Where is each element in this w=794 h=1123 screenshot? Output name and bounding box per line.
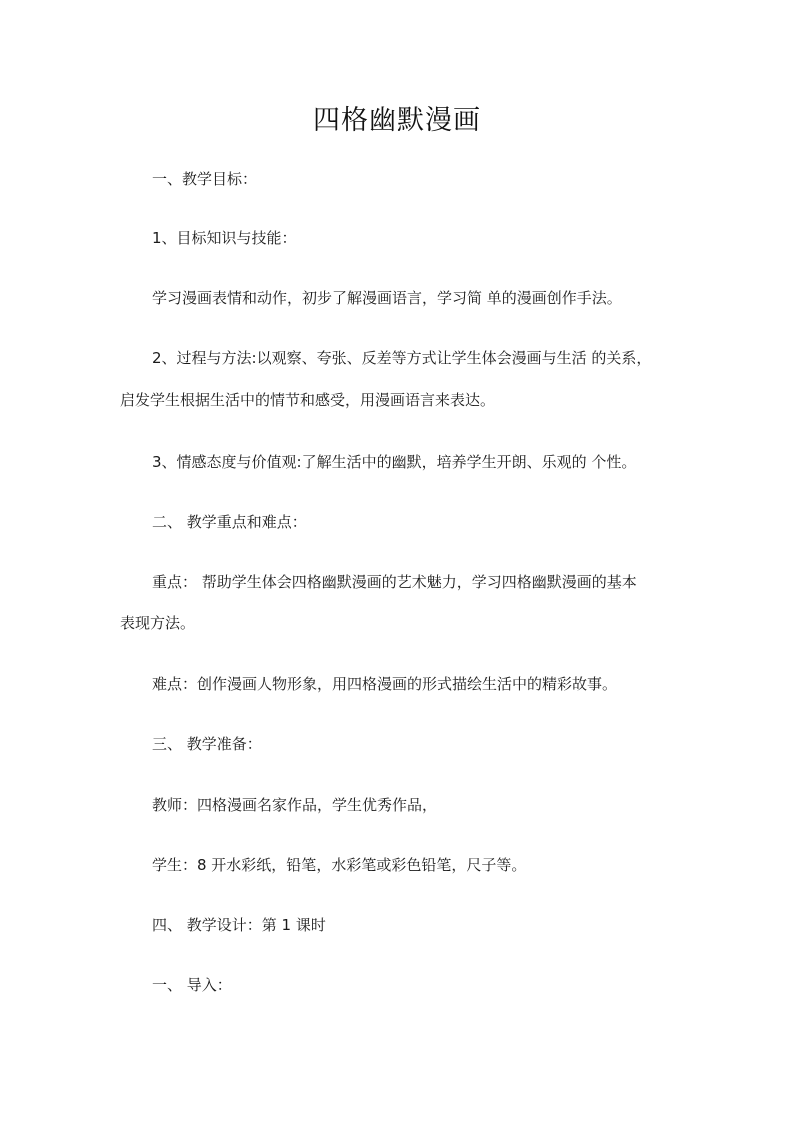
key-point-text-line-1: 重点： 帮助学生体会四格幽默漫画的艺术魅力，学习四格幽默漫画的基本 xyxy=(152,573,637,591)
objective-1-text: 学习漫画表情和动作，初步了解漫画语言，学习简 单的漫画创作手法。 xyxy=(152,289,622,307)
design-heading: 四、 教学设计：第 1 课时 xyxy=(152,916,326,934)
key-points-heading: 二、 教学重点和难点： xyxy=(152,513,307,531)
objective-2-text-line-1: 2、过程与方法:以观察、夸张、反差等方式让学生体会漫画与生活 的关系， xyxy=(152,349,652,367)
student-prep-text: 学生：8 开水彩纸，铅笔，水彩笔或彩色铅笔，尺子等。 xyxy=(152,856,527,874)
document-title: 四格幽默漫画 xyxy=(313,105,481,136)
preparation-heading: 三、 教学准备： xyxy=(152,735,262,753)
objective-1-heading: 1、目标知识与技能： xyxy=(152,229,297,247)
intro-heading: 一、 导入： xyxy=(152,976,232,994)
difficulty-text: 难点：创作漫画人物形象，用四格漫画的形式描绘生活中的精彩故事。 xyxy=(152,675,618,693)
objectives-heading: 一、教学目标： xyxy=(152,170,258,188)
key-point-text-line-2: 表现方法。 xyxy=(120,614,196,632)
objective-3-text: 3、情感态度与价值观:了解生活中的幽默，培养学生开朗、乐观的 个性。 xyxy=(152,453,637,471)
teacher-prep-text: 教师：四格漫画名家作品，学生优秀作品， xyxy=(152,796,438,814)
objective-2-text-line-2: 启发学生根据生活中的情节和感受，用漫画语言来表达。 xyxy=(120,391,496,409)
